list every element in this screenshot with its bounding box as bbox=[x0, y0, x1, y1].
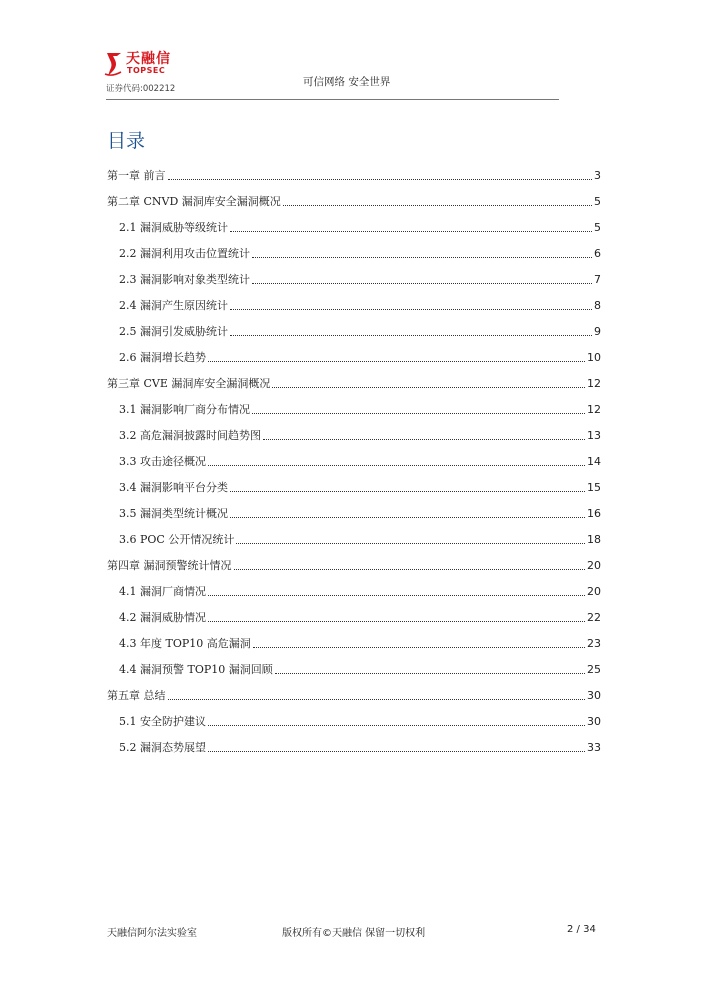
toc-entry-title: 2.5 漏洞引发威胁统计 bbox=[119, 325, 228, 338]
toc-entry-title: 3.2 高危漏洞披露时间趋势图 bbox=[119, 429, 261, 442]
toc-entry-page: 5 bbox=[594, 195, 601, 208]
toc-entry[interactable] bbox=[119, 243, 601, 261]
toc-entry-title: 2.4 漏洞产生原因统计 bbox=[119, 299, 228, 312]
toc-leader-dots bbox=[283, 205, 592, 206]
toc-entry-title: 4.1 漏洞厂商情况 bbox=[119, 585, 206, 598]
toc-leader-dots bbox=[208, 595, 585, 596]
toc-entry-title: 3.6 POC 公开情况统计 bbox=[119, 533, 235, 546]
toc-entry-title: 第五章 总结 bbox=[107, 689, 166, 702]
toc-leader-dots bbox=[168, 699, 586, 700]
toc-entry-title: 2.1 漏洞威胁等级统计 bbox=[119, 221, 228, 234]
toc-entry-page: 12 bbox=[587, 403, 601, 416]
toc-entry-page: 15 bbox=[587, 481, 601, 494]
toc-entry-page: 23 bbox=[587, 637, 601, 650]
footer-page-number: 2 / 34 bbox=[567, 924, 596, 935]
toc-leader-dots bbox=[208, 725, 585, 726]
toc-entry-page: 22 bbox=[587, 611, 601, 624]
toc-entry-title: 2.2 漏洞利用攻击位置统计 bbox=[119, 247, 250, 260]
toc-entry[interactable] bbox=[107, 165, 601, 183]
toc-entry-page: 14 bbox=[587, 455, 601, 468]
toc-entry-page: 12 bbox=[587, 377, 601, 390]
toc-leader-dots bbox=[263, 439, 585, 440]
toc-leader-dots bbox=[208, 465, 585, 466]
toc-entry-title: 3.3 攻击途径概况 bbox=[119, 455, 206, 468]
toc-leader-dots bbox=[230, 491, 585, 492]
toc-entry-page: 33 bbox=[587, 741, 601, 754]
toc-entry-page: 10 bbox=[587, 351, 601, 364]
toc-entry-title: 第四章 漏洞预警统计情况 bbox=[107, 559, 232, 572]
toc-leader-dots bbox=[234, 569, 586, 570]
toc-leader-dots bbox=[208, 751, 585, 752]
logo-text-en: TOPSEC bbox=[127, 66, 166, 75]
toc-entry-page: 20 bbox=[587, 585, 601, 598]
toc-entry-title: 5.2 漏洞态势展望 bbox=[119, 741, 206, 754]
toc-entry-title: 第三章 CVE 漏洞库安全漏洞概况 bbox=[107, 377, 271, 390]
toc-entry-title: 4.2 漏洞威胁情况 bbox=[119, 611, 206, 624]
toc-leader-dots bbox=[272, 387, 585, 388]
toc-entry[interactable] bbox=[119, 269, 601, 287]
logo-text-cn: 天融信 bbox=[126, 51, 171, 67]
toc-leader-dots bbox=[230, 335, 592, 336]
toc-entry[interactable] bbox=[119, 503, 601, 521]
toc-entry[interactable] bbox=[119, 711, 601, 729]
toc-leader-dots bbox=[208, 361, 585, 362]
footer-left: 天融信阿尔法实验室 bbox=[107, 928, 197, 939]
toc-entry-title: 4.3 年度 TOP10 高危漏洞 bbox=[119, 637, 251, 650]
toc-entry[interactable] bbox=[107, 555, 601, 573]
toc-entry-page: 25 bbox=[587, 663, 601, 676]
toc-entry-page: 3 bbox=[594, 169, 601, 182]
toc-entry[interactable] bbox=[119, 347, 601, 365]
company-logo bbox=[104, 48, 194, 80]
toc-entry[interactable] bbox=[119, 425, 601, 443]
toc-leader-dots bbox=[252, 283, 592, 284]
toc-entry[interactable] bbox=[119, 451, 601, 469]
toc-entry-page: 18 bbox=[587, 533, 601, 546]
toc-entry[interactable] bbox=[107, 373, 601, 391]
toc-entry-title: 4.4 漏洞预警 TOP10 漏洞回顾 bbox=[119, 663, 273, 676]
toc-entry[interactable] bbox=[107, 685, 601, 703]
toc-leader-dots bbox=[168, 179, 593, 180]
toc-leader-dots bbox=[252, 257, 592, 258]
toc-leader-dots bbox=[230, 231, 592, 232]
toc-entry-page: 5 bbox=[594, 221, 601, 234]
toc-entry[interactable] bbox=[119, 321, 601, 339]
toc-entry-page: 30 bbox=[587, 715, 601, 728]
stock-code: 证券代码:002212 bbox=[106, 84, 176, 94]
toc-title: 目录 bbox=[107, 130, 146, 152]
toc-entry-page: 6 bbox=[594, 247, 601, 260]
toc-entry-page: 20 bbox=[587, 559, 601, 572]
toc-entry[interactable] bbox=[119, 633, 601, 651]
toc-entry-title: 2.3 漏洞影响对象类型统计 bbox=[119, 273, 250, 286]
header-divider bbox=[106, 99, 559, 100]
toc-entry-title: 2.6 漏洞增长趋势 bbox=[119, 351, 206, 364]
toc-entry-page: 8 bbox=[594, 299, 601, 312]
toc-leader-dots bbox=[230, 517, 585, 518]
toc-leader-dots bbox=[230, 309, 592, 310]
toc-leader-dots bbox=[253, 647, 585, 648]
toc-entry[interactable] bbox=[119, 217, 601, 235]
toc-entry-title: 3.4 漏洞影响平台分类 bbox=[119, 481, 228, 494]
toc-leader-dots bbox=[275, 673, 585, 674]
toc-entry-page: 30 bbox=[587, 689, 601, 702]
toc-entry[interactable] bbox=[119, 295, 601, 313]
toc-entry[interactable] bbox=[119, 607, 601, 625]
toc-entry-page: 13 bbox=[587, 429, 601, 442]
toc-entry[interactable] bbox=[119, 659, 601, 677]
toc-entry-title: 第二章 CNVD 漏洞库安全漏洞概况 bbox=[107, 195, 281, 208]
toc-entry-page: 7 bbox=[594, 273, 601, 286]
toc-entry[interactable] bbox=[119, 399, 601, 417]
toc-leader-dots bbox=[236, 543, 585, 544]
topsec-logo-icon bbox=[104, 50, 124, 78]
toc-leader-dots bbox=[252, 413, 585, 414]
toc-entry-page: 16 bbox=[587, 507, 601, 520]
toc-entry-title: 3.5 漏洞类型统计概况 bbox=[119, 507, 228, 520]
header-slogan: 可信网络 安全世界 bbox=[303, 76, 391, 88]
footer-copyright: 版权所有©天融信 保留一切权利 bbox=[282, 928, 426, 939]
toc-entry-title: 第一章 前言 bbox=[107, 169, 166, 182]
toc-entry[interactable] bbox=[119, 477, 601, 495]
toc-entry-title: 3.1 漏洞影响厂商分布情况 bbox=[119, 403, 250, 416]
toc-entry[interactable] bbox=[119, 737, 601, 755]
toc-entry[interactable] bbox=[107, 191, 601, 209]
toc-entry[interactable] bbox=[119, 581, 601, 599]
toc-entry-title: 5.1 安全防护建议 bbox=[119, 715, 206, 728]
toc-leader-dots bbox=[208, 621, 585, 622]
toc-entry[interactable] bbox=[119, 529, 601, 547]
toc-entry-page: 9 bbox=[594, 325, 601, 338]
